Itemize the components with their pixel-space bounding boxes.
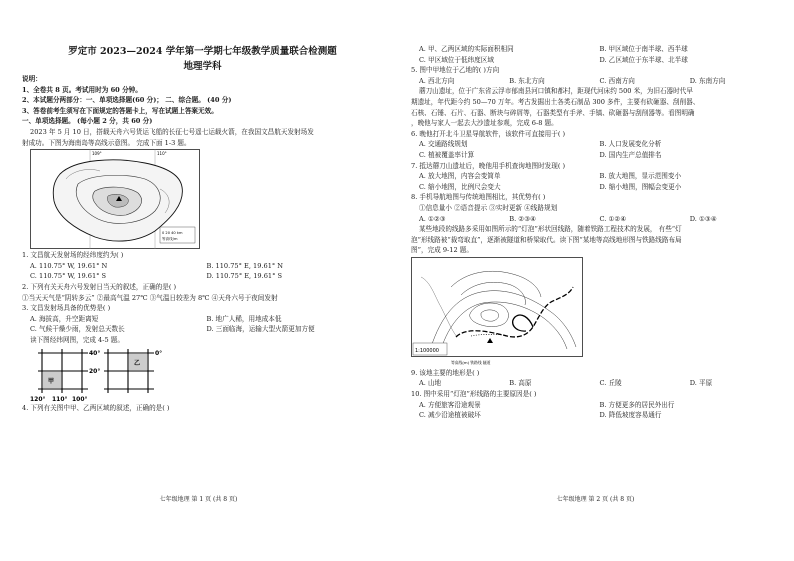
question-3: 3. 文昌发射场具备的优势是( ): [22, 304, 111, 313]
question-2: 2. 下列有关天舟六号发射日当天的叙述，正确的是( ): [22, 282, 177, 291]
lon-label-109: 109°: [92, 151, 102, 157]
q8-option-a[interactable]: A. ①②③: [419, 214, 446, 223]
q5-option-d[interactable]: D. 东南方向: [689, 76, 726, 85]
map-scale: 0 20 40 km: [162, 231, 183, 236]
railway-map-scale: 1:100000: [415, 347, 439, 354]
q4-option-d[interactable]: D. 乙区域位于东半球、北半球: [599, 55, 688, 64]
q9-option-d[interactable]: D. 平原: [689, 379, 713, 388]
question-9: 9. 该地主要的地形是( ): [411, 368, 480, 377]
passage-1-line-1: 2023 年 5 月 10 日，搭载天舟六号货运飞船的长征七号遥七运载火箭，在我国文昌航天发射场发: [30, 127, 314, 136]
q7-option-d[interactable]: D. 缩小地图，图幅会变更小: [599, 182, 682, 191]
footer-page-2: 七年级地理 第 2 页 (共 8 页): [556, 496, 635, 503]
question-6: 6. 晚他打开北斗卫星导航软件，该软件可直接用于( ): [411, 129, 566, 138]
q6-option-a[interactable]: A. 交通路线规划: [419, 140, 468, 149]
q4-option-b[interactable]: B. 甲区域位于南半球、西半球: [599, 45, 688, 53]
note-1: 1、全卷共 8 页。考试用时为 60 分钟。: [22, 85, 142, 94]
q10-option-b[interactable]: B. 方便更多的居民外出行: [599, 400, 675, 409]
q8-option-c[interactable]: C. ①②④: [599, 214, 627, 223]
q8-option-b[interactable]: B. ②③④: [509, 214, 537, 223]
q6-option-b[interactable]: B. 人口发展变化分析: [599, 140, 662, 149]
q5-option-c[interactable]: C. 西南方向: [599, 76, 635, 85]
note-2: 2、本试题分两部分：一、单项选择题(60 分)； 二、综合题。 (40 分): [22, 96, 232, 105]
lat-20: 20°: [89, 367, 101, 375]
q8-option-d[interactable]: D. ①③④: [689, 214, 717, 223]
grid-label-jia: 甲: [48, 377, 55, 385]
exam-subject: 地理学科: [183, 61, 222, 72]
lat-0: 0°: [155, 349, 163, 357]
question-8: 8. 手机导航地图与传统地图相比，其优势有( ): [411, 193, 546, 202]
q8-items: ①信息量小 ②语音提示 ③实时更新 ④线路规划: [419, 203, 558, 212]
q10-option-a[interactable]: A. 方便旅客沿途观景: [419, 400, 481, 409]
q2-statements: ①当天天气是“阴转多云” ②最高气温 27℃ ③气温日较差为 8℃ ④天舟六号于夜间发射: [22, 293, 278, 302]
question-5: 5. 图中甲地位于乙地的( )方向: [411, 66, 500, 75]
q5-option-a[interactable]: A. 西北方向: [419, 76, 455, 85]
note-3: 3、答卷前考生须写在下面规定的答题卡上，写在试题上答案无效。: [22, 106, 218, 115]
passage-1-line-2: 射成功。下图为海南岛等高线示意图。 完成下面 1-3 题。: [22, 138, 191, 147]
q6-option-c[interactable]: C. 植被覆盖率计算: [419, 150, 475, 159]
q9-option-b[interactable]: B. 高原: [509, 379, 532, 388]
q3-option-c[interactable]: C. 气候干燥少雨，发射总天数长: [30, 325, 125, 334]
lat-40: 40°: [89, 349, 101, 357]
q1-option-d[interactable]: D. 110.75° E, 19.61° S: [206, 272, 282, 281]
q7-option-b[interactable]: B. 放大地图，显示范围变小: [599, 172, 682, 181]
q4-option-c[interactable]: C. 甲区域位于低纬度区域: [419, 55, 494, 64]
railway-contour-map: [411, 257, 583, 367]
page-right: [397, 0, 794, 561]
map-legend: 等高线/m: [162, 237, 178, 242]
question-10: 10. 图中采用“灯泡”形线路的主要原因是( ): [411, 390, 537, 399]
lon-100: 100°: [72, 395, 88, 403]
question-1: 1. 文昌航天发射场的经纬度约为( ): [22, 251, 124, 260]
passage-3-line-2: 期遗址，年代距今约 50—70 万年。考古发掘出土各类石制品 300 多件，主要有砍砸器、刮削器、: [411, 97, 700, 106]
passage-3-line-4: ，晚他与家人一起去大沙遗址参观，完成 6-8 题。: [411, 119, 558, 128]
section-1-heading: 一、单项选择题。 (每小题 2 分，共 60 分): [22, 117, 153, 126]
exam-title: 罗定市 2023—2024 学年第一学期七年级教学质量联合检测题: [68, 46, 337, 57]
lat-lon-grid: [26, 347, 176, 403]
q3-option-a[interactable]: A. 海拔高，升空距离短: [30, 314, 99, 323]
q9-option-a[interactable]: A. 山地: [419, 379, 442, 388]
passage-4-line-2: 泡”形线路被“裁弯取直”，逐渐被隧道和桥梁取代。读下图“某地等高线地形图与铁路线路布局: [411, 235, 682, 244]
q7-option-c[interactable]: C. 缩小地图，比例尺会变大: [419, 182, 501, 191]
hainan-contour-map: [30, 149, 200, 249]
passage-3-line-1: 蘑刀山遗址，位于广东省云浮市郁南县河口镇和都村，距现代河床约 500 米，为旧石器时代早: [419, 87, 693, 96]
lon-120: 120°: [30, 395, 46, 403]
q1-option-c[interactable]: C. 110.75° W, 19.61° S: [30, 272, 107, 281]
question-7: 7. 抵达蘑刀山遗址后，晚他用手机查询地图时发现( ): [411, 161, 566, 170]
passage-3-line-3: 石核、石锤、石片、石器、断块与碎屑等，石器类型有手斧、手镐、砍砸器与刮削器等。看图明确: [411, 108, 695, 117]
notes-label: 说明：: [22, 75, 42, 83]
q1-option-b[interactable]: B. 110.75° E, 19.61° N: [206, 261, 284, 270]
passage-4-line-3: 图”，完成 9-12 题。: [411, 246, 473, 255]
grid-label-yi: 乙: [134, 359, 141, 367]
q1-option-a[interactable]: A. 110.75° W, 19.61° N: [30, 261, 108, 270]
lon-label-110: 110°: [157, 151, 167, 157]
lon-110: 110°: [52, 395, 68, 403]
railway-map-legend: 等高线(m) 铁路线 隧道: [451, 359, 491, 365]
q3-option-d[interactable]: D. 三面临海，运输大型火箭更加方便: [206, 325, 315, 334]
passage-4-line-1: 某些地段的线路多采用如图所示的“灯泡”形状回线路，随着铁路工程技术的发展， 有些“灯: [419, 225, 682, 234]
q9-option-c[interactable]: C. 丘陵: [599, 379, 622, 388]
q6-option-d[interactable]: D. 国内生产总值排名: [599, 150, 662, 159]
q10-option-d[interactable]: D. 降低坡度容易通行: [599, 411, 662, 420]
question-4: 4. 下列有关图中甲、乙两区域的叙述，正确的是( ): [22, 403, 170, 412]
q10-option-c[interactable]: C. 减少沿途植被破坏: [419, 411, 481, 420]
passage-2: 读下图经纬网图，完成 4-5 题。: [30, 335, 124, 344]
q3-option-b[interactable]: B. 地广人稀，用地成本低: [206, 314, 282, 323]
q5-option-b[interactable]: B. 东北方向: [509, 76, 545, 85]
q7-option-a[interactable]: A. 放大地图，内容会变简单: [419, 172, 501, 181]
q4-option-a[interactable]: A. 甲、乙两区域的实际面积相同: [419, 45, 514, 53]
footer-page-1: 七年级地理 第 1 页 (共 8 页): [159, 496, 238, 503]
